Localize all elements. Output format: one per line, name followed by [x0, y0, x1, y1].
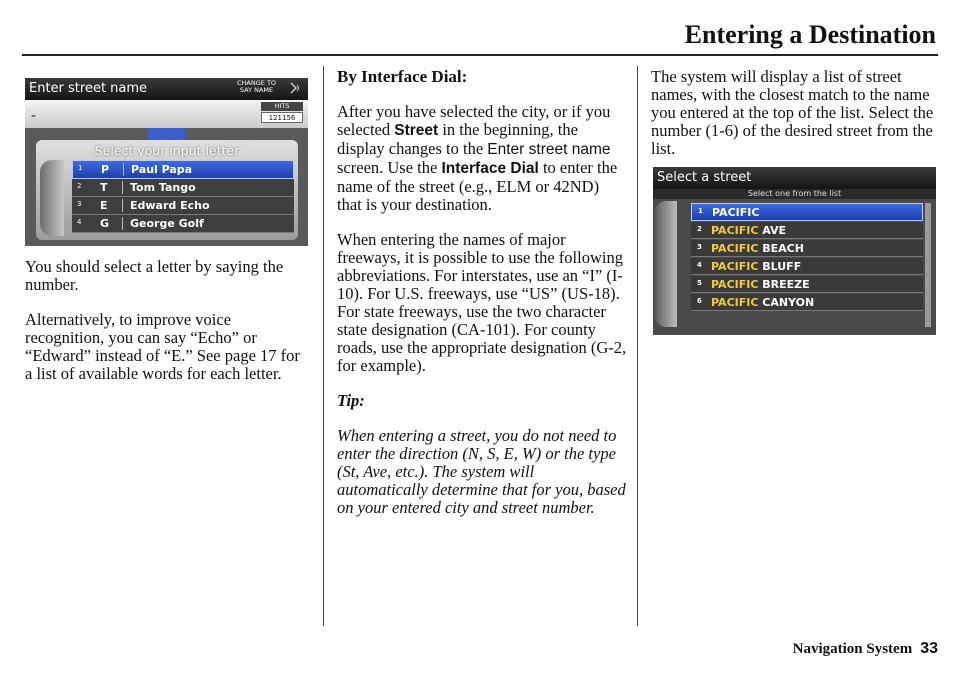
street-name — [711, 296, 814, 309]
row-word: Paul Papa — [131, 163, 193, 176]
row-letter: T — [100, 181, 108, 194]
street-name-rest: BEACH — [758, 242, 804, 255]
street-name — [711, 260, 801, 273]
screen-title: Select a street — [657, 170, 752, 185]
title-rule — [22, 54, 938, 56]
street-name-rest: AVE — [758, 224, 787, 237]
screen-subtitle: Select one from the list — [653, 189, 936, 199]
column-1-text — [25, 258, 310, 400]
popup-title: Select your input letter — [94, 143, 240, 158]
row-number: 3 — [77, 200, 82, 208]
row-letter: G — [100, 217, 110, 230]
list-item — [691, 203, 923, 221]
list-item — [72, 160, 294, 179]
row-separator — [122, 199, 123, 212]
list-item — [691, 240, 923, 257]
street-term: Street — [394, 122, 439, 139]
street-name — [712, 206, 759, 219]
change-to-say-name-label: CHANGE TO SAY NAME — [237, 79, 277, 94]
screen-title-bar — [25, 78, 308, 100]
row-number: 4 — [697, 261, 702, 269]
hits-label: HITS — [261, 102, 303, 111]
select-a-street-screenshot — [653, 167, 936, 335]
paragraph: When entering the names of major freeways, it is possible to use the following abbreviations. For interstates, use an “I” (I-10). For U.S. freeways, use “US” (US-18). For state freeways, use the two character state designation (CA-101). For county roads, use the appropriate designation (G-2, for example). — [337, 230, 627, 375]
row-number: 3 — [697, 243, 702, 251]
list-item — [72, 197, 294, 215]
row-separator — [123, 163, 124, 176]
tip-body: When entering a street, you do not need to enter the direction (N, S, E, W) or the type (St, Ave, etc.). The system will automatically determine that for you, based on your entered city and street number. — [337, 426, 626, 517]
section-heading: By Interface Dial: — [337, 67, 468, 86]
street-name-match: PACIFIC — [712, 206, 760, 219]
select-letter-popup — [36, 140, 298, 240]
street-list — [691, 203, 923, 312]
row-separator — [122, 217, 123, 230]
screen-title-bar — [653, 167, 936, 189]
street-name-match: PACIFIC — [711, 278, 759, 291]
column-divider — [323, 66, 324, 626]
list-item — [691, 294, 923, 311]
paragraph: You should select a letter by saying the number. — [25, 257, 284, 294]
hits-value: 121156 — [261, 112, 303, 123]
list-item — [691, 276, 923, 293]
street-name — [711, 224, 786, 237]
row-number: 2 — [77, 182, 82, 190]
street-name-match: PACIFIC — [711, 242, 759, 255]
dial-wheel-graphic — [655, 201, 677, 327]
street-name — [711, 278, 810, 291]
page-number: 33 — [920, 640, 938, 657]
row-number: 1 — [78, 164, 83, 172]
row-letter: E — [100, 199, 108, 212]
street-name — [711, 242, 804, 255]
paragraph: The system will display a list of street names, with the closest match to the name you entered at the top of the list. Select the number (1-6) of the desired street from the list. — [651, 67, 934, 158]
row-number: 1 — [698, 207, 703, 215]
row-number: 6 — [697, 297, 702, 305]
list-item — [691, 258, 923, 275]
list-item — [72, 215, 294, 233]
text-run: screen. Use the — [337, 158, 442, 177]
scrollbar — [925, 203, 931, 327]
text-run: in the beginning, the display changes to the — [337, 120, 578, 158]
street-name-match: PACIFIC — [711, 224, 759, 237]
row-number: 5 — [697, 279, 702, 287]
text-run: After you have selected the city, or if you selected — [337, 102, 611, 139]
row-number: 2 — [697, 225, 702, 233]
footer-label: Navigation System — [792, 641, 913, 657]
list-item — [691, 222, 923, 239]
enter-street-name-screenshot — [25, 78, 308, 246]
interface-dial-term: Interface Dial — [441, 160, 539, 177]
letter-list — [72, 160, 294, 233]
row-word: Edward Echo — [130, 199, 210, 212]
text-run: to enter the name of the street (e.g., ELM or 42ND) that is your destination. — [337, 158, 618, 214]
row-word: Tom Tango — [130, 181, 196, 194]
page-title: Entering a Destination — [684, 20, 936, 49]
column-divider — [637, 66, 638, 626]
dial-wheel-graphic — [40, 160, 64, 236]
column-3-text — [651, 68, 941, 175]
street-name-rest: CANYON — [758, 296, 815, 309]
street-name-match: PACIFIC — [711, 296, 759, 309]
paragraph — [337, 103, 627, 214]
row-word: George Golf — [130, 217, 204, 230]
paragraph: Alternatively, to improve voice recognition, you can say “Echo” or “Edward” instead of “E.” See page 17 for a list of available words for each letter. — [25, 310, 300, 383]
screen-title: Enter street name — [29, 81, 148, 96]
row-letter: P — [101, 163, 110, 176]
page-footer — [793, 640, 938, 658]
row-number: 4 — [77, 218, 82, 226]
voice-icon — [287, 80, 303, 96]
screen-name-term: Enter street name — [487, 141, 611, 158]
tip-heading: Tip: — [337, 391, 365, 410]
list-item — [72, 179, 294, 197]
street-name-rest: BLUFF — [758, 260, 802, 273]
street-name-rest: BREEZE — [758, 278, 810, 291]
input-value: - — [31, 108, 37, 124]
column-2-text — [337, 68, 627, 534]
street-name-match: PACIFIC — [711, 260, 759, 273]
street-input-field — [25, 100, 308, 128]
row-separator — [122, 181, 123, 194]
